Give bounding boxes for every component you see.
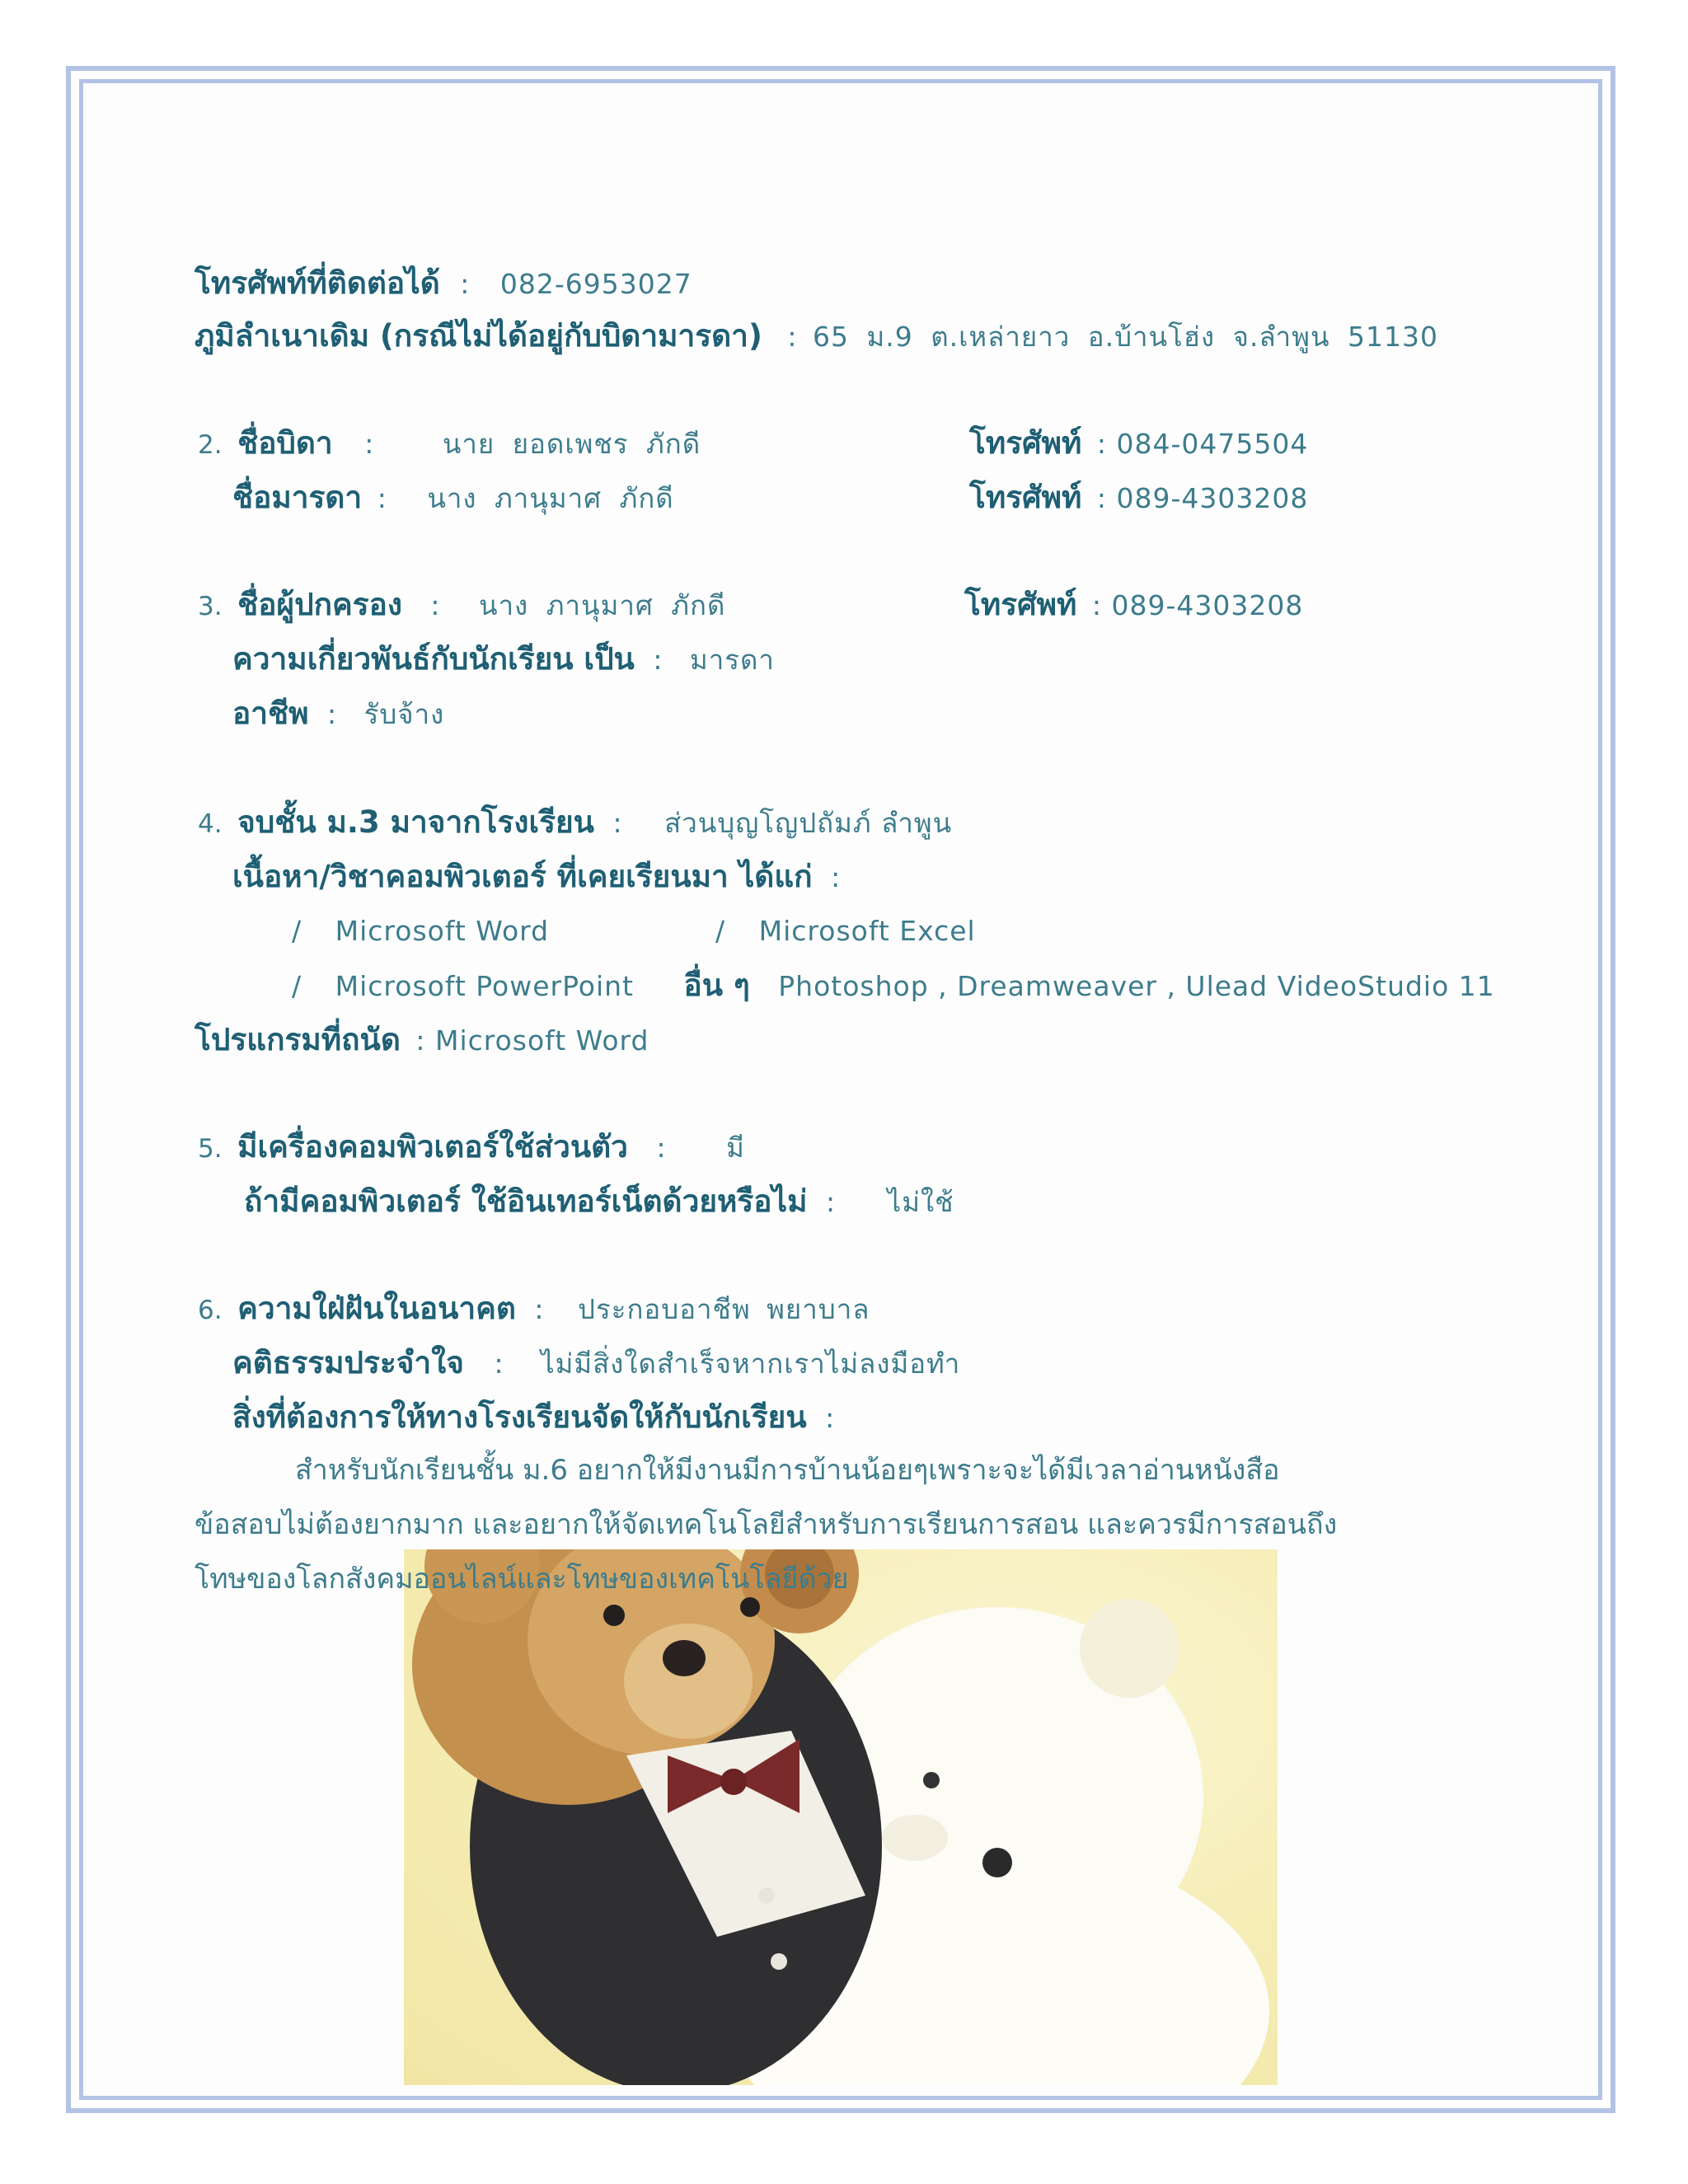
school-label: จบชั้น ม.3 มาจากโรงเรียน xyxy=(237,804,594,840)
other-label: อื่น ๆ xyxy=(683,968,750,1003)
father-row xyxy=(198,425,701,463)
guardian-value: นาง ภานุมาศ ภักดี xyxy=(479,589,726,621)
father-phone-value: : 084-0475504 xyxy=(1096,428,1309,460)
wish-row xyxy=(232,1399,835,1436)
guardian-row xyxy=(198,587,725,625)
dream-row xyxy=(198,1291,870,1329)
skill-value: : Microsoft Word xyxy=(415,1024,649,1057)
phone-row xyxy=(195,265,692,302)
own-pc-value: มี xyxy=(726,1132,745,1164)
wish-label: สิ่งที่ต้องการให้ทางโรงเรียนจัดให้กับนักเรียน xyxy=(232,1399,807,1435)
wish-paragraph-line3: โทษของโลกสังคมออนไลน์และโทษของเทคโนโลยีด้วย xyxy=(195,1563,849,1596)
mother-row xyxy=(232,480,674,517)
hometown-sep: : xyxy=(787,321,798,353)
wish-paragraph-line2: ข้อสอบไม่ต้องยากมาก และอยากให้จัดเทคโนโลยีสำหรับการเรียนการสอน และควรมีการสอนถึง xyxy=(195,1508,1338,1541)
motto-value: ไม่มีสิ่งใดสำเร็จหากเราไม่ลงมือทำ xyxy=(541,1347,961,1380)
relation-value: มารดา xyxy=(689,644,775,676)
subjects-row xyxy=(232,859,841,896)
relation-sep: : xyxy=(653,644,663,676)
subject-word: Microsoft Word xyxy=(335,915,550,947)
section4-number: 4. xyxy=(198,809,223,839)
phone-sep: : xyxy=(460,268,471,300)
father-sep: : xyxy=(364,428,375,460)
occupation-value: รับจ้าง xyxy=(363,698,445,730)
motto-label: คติธรรมประจำใจ xyxy=(232,1345,464,1380)
internet-value: ไม่ใช้ xyxy=(887,1186,954,1218)
section3-number: 3. xyxy=(198,592,223,621)
hometown-value: 65 ม.9 ต.เหล่ายาว อ.บ้านโฮ่ง จ.ลำพูน 51130 xyxy=(813,321,1438,353)
subject-excel: Microsoft Excel xyxy=(758,915,976,947)
dream-value: ประกอบอาชีพ พยาบาล xyxy=(578,1293,870,1325)
own-pc-row xyxy=(198,1129,745,1167)
internet-row xyxy=(244,1183,954,1221)
guardian-phone-label: โทรศัพท์ xyxy=(964,587,1077,622)
wish-paragraph-line1: สำหรับนักเรียนชั้น ม.6 อยากให้มีงานมีการบ้านน้อยๆเพราะจะได้มีเวลาอ่านหนังสือ xyxy=(295,1454,1280,1487)
skill-row xyxy=(195,1022,649,1059)
phone-value: 082-6953027 xyxy=(499,268,692,300)
section6-number: 6. xyxy=(198,1296,223,1325)
guardian-sep: : xyxy=(430,589,441,621)
dream-sep: : xyxy=(534,1293,545,1325)
teddy-bears-image xyxy=(404,1549,1278,2085)
father-value: นาย ยอดเพชร ภักดี xyxy=(442,428,701,460)
guardian-phone-value: : 089-4303208 xyxy=(1091,589,1304,621)
occupation-row xyxy=(232,696,444,733)
subjects-sep: : xyxy=(831,861,842,893)
subject-powerpoint-item xyxy=(292,968,1495,1005)
check-word-icon: / xyxy=(292,915,302,947)
wish-sep: : xyxy=(825,1402,836,1434)
occupation-sep: : xyxy=(327,698,338,730)
own-pc-sep: : xyxy=(656,1132,667,1164)
dream-label: ความใฝ่ฝันในอนาคต xyxy=(237,1291,516,1326)
school-row xyxy=(198,804,952,842)
subject-word-item xyxy=(292,913,549,949)
phone-label: โทรศัพท์ที่ติดต่อได้ xyxy=(195,265,440,301)
school-sep: : xyxy=(612,807,623,839)
own-pc-label: มีเครื่องคอมพิวเตอร์ใช้ส่วนตัว xyxy=(237,1129,628,1165)
father-phone-label: โทรศัพท์ xyxy=(969,425,1082,461)
motto-row xyxy=(232,1345,960,1382)
other-value: Photoshop , Dreamweaver , Ulead VideoStudio 11 xyxy=(778,970,1495,1002)
school-value: ส่วนบุญโญปถัมภ์ ลำพูน xyxy=(664,807,953,839)
teddy-bears-illustration xyxy=(404,1549,1278,2085)
mother-value: นาง ภานุมาศ ภักดี xyxy=(427,482,674,514)
mother-phone-value: : 089-4303208 xyxy=(1096,482,1309,514)
guardian-phone-row xyxy=(964,587,1303,624)
subject-excel-item xyxy=(715,913,976,949)
relation-row xyxy=(232,641,775,678)
father-label: ชื่อบิดา xyxy=(237,425,333,461)
hometown-row xyxy=(195,318,1438,355)
section2-number: 2. xyxy=(198,430,223,460)
check-excel-icon: / xyxy=(715,915,726,947)
mother-sep: : xyxy=(377,482,387,514)
mother-label: ชื่อมารดา xyxy=(232,480,363,515)
internet-sep: : xyxy=(826,1186,837,1218)
relation-label: ความเกี่ยวพันธ์กับนักเรียน เป็น xyxy=(232,641,635,677)
motto-sep: : xyxy=(494,1347,504,1380)
father-phone-row xyxy=(969,425,1308,462)
subject-powerpoint: Microsoft PowerPoint xyxy=(335,970,634,1002)
hometown-label: ภูมิลำเนาเดิม (กรณีไม่ได้อยู่กับบิดามารดา) xyxy=(195,318,762,354)
check-powerpoint-icon: / xyxy=(292,970,302,1002)
mother-phone-row xyxy=(969,480,1308,517)
skill-label: โปรแกรมที่ถนัด xyxy=(195,1022,401,1057)
occupation-label: อาชีพ xyxy=(232,696,309,731)
internet-label: ถ้ามีคอมพิวเตอร์ ใช้อินเทอร์เน็ตด้วยหรือไม่ xyxy=(244,1183,808,1219)
subjects-label: เนื้อหา/วิชาคอมพิวเตอร์ ที่เคยเรียนมา ได้แก่ xyxy=(232,859,813,894)
mother-phone-label: โทรศัพท์ xyxy=(969,480,1082,515)
guardian-label: ชื่อผู้ปกครอง xyxy=(237,587,402,622)
section5-number: 5. xyxy=(198,1134,223,1164)
